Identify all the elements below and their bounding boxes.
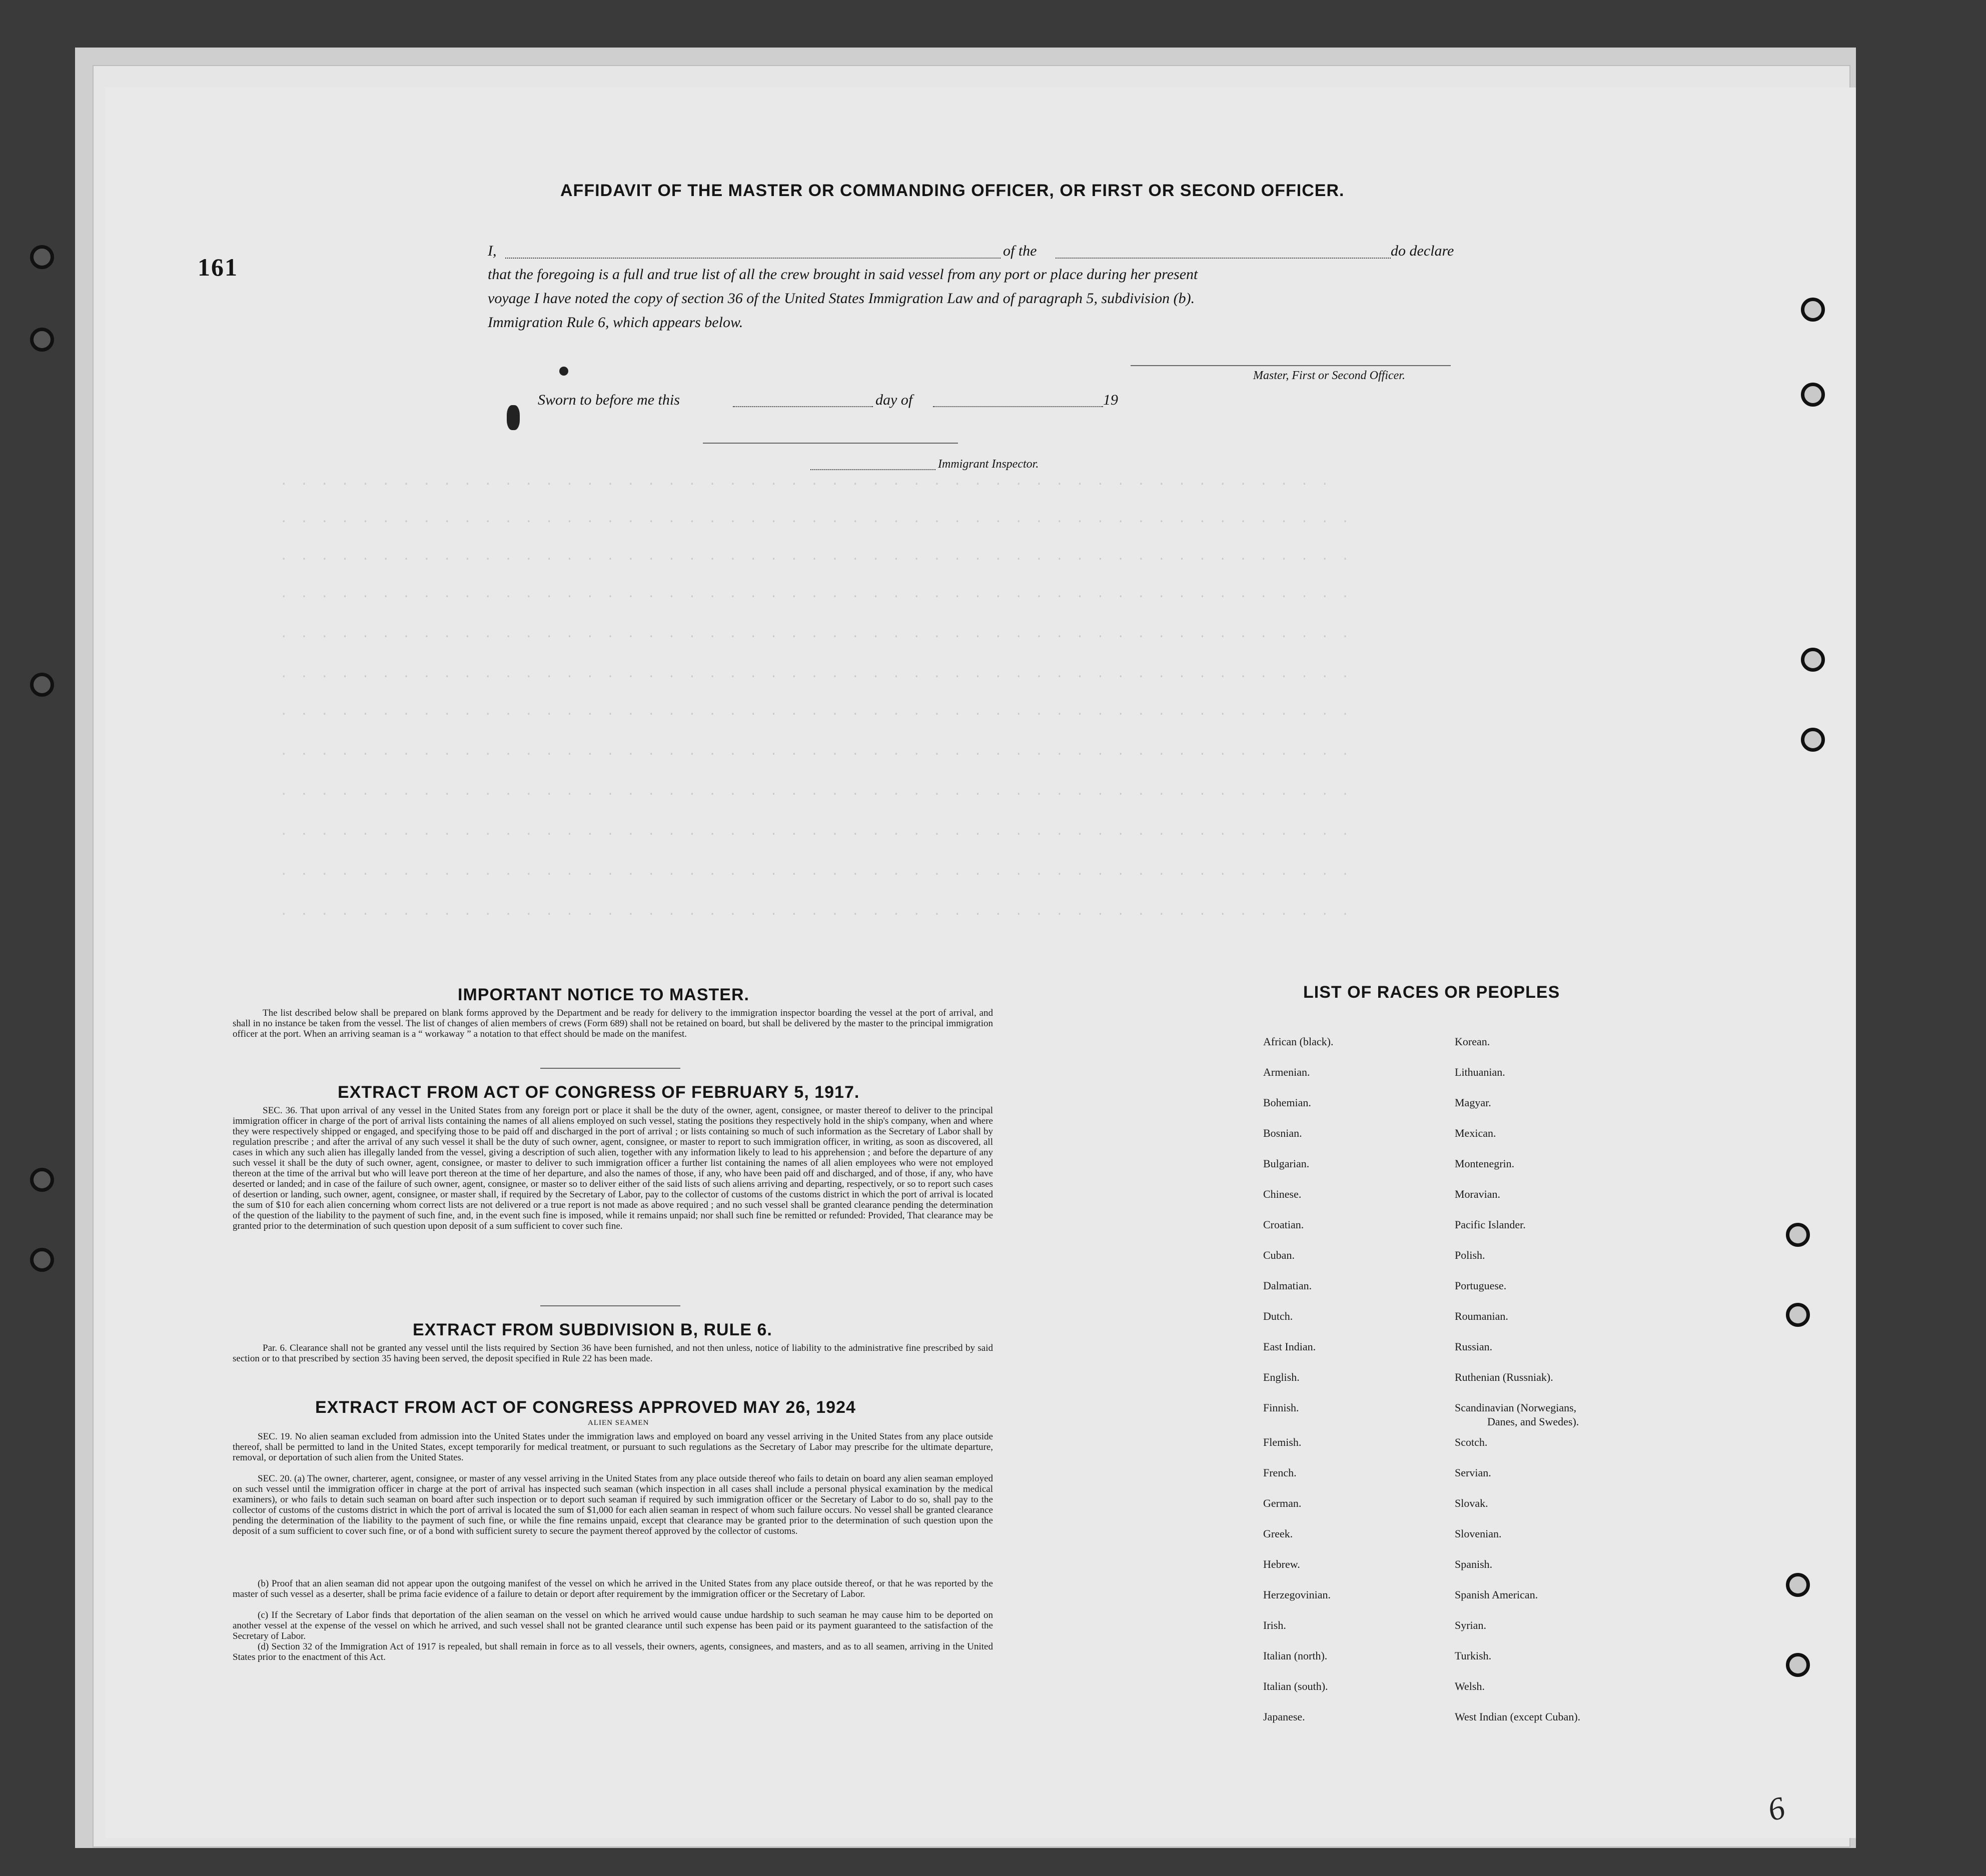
extract-1924-subtitle: ALIEN SEAMEN <box>588 1419 649 1427</box>
race-item: Servian. <box>1455 1466 1491 1479</box>
race-item: African (black). <box>1263 1035 1334 1048</box>
bleed-through-row: · · · · · · · · · · · · · · · · · · · · · · · · · · · · · · · · · · · · · · · · · · · · · · · · · · · · · <box>280 515 1352 529</box>
race-item: Finnish. <box>1263 1401 1299 1414</box>
race-item: Cuban. <box>1263 1249 1295 1261</box>
race-item: Korean. <box>1455 1035 1490 1048</box>
extract-1924-sec20c: (c) If the Secretary of Labor finds that deportation of the alien seaman on the vessel on which he arrived would cause undue hardship to such seaman he may cause him to be deported on another vessel at the expense of the vessel on which he arrived, and such vessel shall not be granted clearance until such expense has been paid or its payment guaranteed to the satisfaction of the Secretary of Labor. <box>233 1610 993 1641</box>
punch-hole-icon <box>1786 1573 1810 1597</box>
race-item: Slovak. <box>1455 1497 1488 1509</box>
punch-hole-icon <box>1801 728 1825 752</box>
extract-1917-body: SEC. 36. That upon arrival of any vessel in the United States from any foreign port or place it shall be the duty of the owner, agent, consignee, or master thereof to deliver to the principal immigration officer in charge of the port of arrival lists containing the names of all aliens employed on such vessel, stating the positions they respectively hold in the ship's company, when and where they were respectively shipped or engaged, and specifying those to be paid off and discharged in the port of arrival ; or lists containing so much of such information as the Secretary of Labor shall by regulation prescribe ; and after the arrival of any such vessel it shall be the duty of such owner, agent, consignee, or master to report to such immigration officer, in writing, as soon as discovered, all cases in which any such alien has illegally landed from the vessel, giving a description of such alien, together with any information likely to lead to his apprehension ; and before the departure of any such vessel it shall be the duty of such owner, agent, consignee, or master to deliver to such immigration officer a further list containing the names of all alien employees who were not employed thereon at the time of the arrival but who will leave port thereon at the time of her departure, and also the names of those, if any, who have been paid off and discharged, and of those, if any, who have deserted or landed; and in case of the failure of such owner, agent, consignee, or master so to deliver either of the said lists of such aliens arriving and departing, respectively, or so to report such cases of desertion or landing, such owner, agent, consignee, or master shall, if required by the Secretary of Labor, pay to the collector of customs of the customs district in which the port of arrival is located the sum of $10 for each alien concerning whom correct lists are not delivered or a true report is not made as above required ; and no such vessel shall be granted clearance pending the determination of the question of the liability to the payment of such fine, and, in the event such fine is imposed, while it remains unpaid; nor shall such fine be remitted or refunded: Provided, That clearance may be granted prior to the determination of such question upon deposit of a sum sufficient to cover such fine. <box>233 1105 993 1231</box>
races-title: LIST OF RACES OR PEOPLES <box>1303 983 1560 1002</box>
affidavit-line-3: voyage I have noted the copy of section 36 of the United States Immigration Law and of paragraph 5, subdivision (b). <box>488 290 1195 307</box>
vessel-name-blank <box>1056 258 1391 259</box>
race-item: Pacific Islander. <box>1455 1218 1526 1231</box>
race-item: Slovenian. <box>1455 1527 1502 1540</box>
race-item: Chinese. <box>1263 1188 1302 1200</box>
master-name-blank <box>505 258 1001 259</box>
race-item: Mexican. <box>1455 1127 1496 1139</box>
bleed-through-row: · · · · · · · · · · · · · · · · · · · · · · · · · · · · · · · · · · · · · · · · · · · · · · · · · · · · · <box>280 788 1352 801</box>
race-item: East Indian. <box>1263 1340 1316 1353</box>
race-item: Lithuanian. <box>1455 1066 1505 1078</box>
extract-1924-title: EXTRACT FROM ACT OF CONGRESS APPROVED MAY 26, 1924 <box>315 1398 856 1417</box>
race-item: West Indian (except Cuban). <box>1455 1710 1581 1723</box>
race-item: English. <box>1263 1371 1300 1383</box>
notice-title: IMPORTANT NOTICE TO MASTER. <box>458 985 749 1004</box>
punch-hole-icon <box>30 328 54 352</box>
inspector-signature-line <box>703 443 958 444</box>
race-item: Bulgarian. <box>1263 1157 1310 1170</box>
affidavit-title: AFFIDAVIT OF THE MASTER OR COMMANDING OFFICER, OR FIRST OR SECOND OFFICER. <box>560 181 1345 200</box>
punch-hole-icon <box>1801 648 1825 672</box>
race-item: Spanish American. <box>1455 1588 1538 1601</box>
race-item: Dalmatian. <box>1263 1279 1312 1292</box>
sworn-day-blank <box>733 406 873 407</box>
affidavit-line-2: that the foregoing is a full and true list of all the crew brought in said vessel from any port or place during her present <box>488 266 1198 283</box>
race-item: German. <box>1263 1497 1302 1509</box>
race-item: Ruthenian (Russniak). <box>1455 1371 1553 1383</box>
bleed-through-row: · · · · · · · · · · · · · · · · · · · · · · · · · · · · · · · · · · · · · · · · · · · · · · · · · · · · · <box>280 828 1352 841</box>
punch-hole-icon <box>30 1248 54 1272</box>
extract-1924-sec20b: (b) Proof that an alien seaman did not appear upon the outgoing manifest of the vessel on which he arrived in the United States from any place outside thereof, or that he was reported by the master of such vessel as a deserter, shall be prima facie evidence of a failure to detain or deport after requirement by the immigration officer or the Secretary of Labor. <box>233 1578 993 1599</box>
race-item: Polish. <box>1455 1249 1485 1261</box>
affidavit-declare-label: do declare <box>1391 243 1454 259</box>
ink-mark <box>507 405 520 430</box>
extract-1924-sec19: SEC. 19. No alien seaman excluded from admission into the United States under the immigration laws and employed on board any vessel arriving in the United States from any place outside thereof, shall be permitted to land in the United States, except temporarily for medical treatment, or pursuant to such regulations as the Secretary of Labor may prescribe for the ultimate departure, removal, or deportation of such alien from the United States. <box>233 1431 993 1463</box>
affidavit-of-the-label: of the <box>1003 243 1037 259</box>
race-item: Scandinavian (Norwegians, <box>1455 1401 1577 1414</box>
extract-rule6-body: Par. 6. Clearance shall not be granted any vessel until the lists required by Section 36 have been furnished, and not then unless, notice of liability to the administrative fine prescribed by said section or to that prescribed by section 35 having been served, the deposit specified in Rule 22 has been made. <box>233 1343 993 1364</box>
race-item: Russian. <box>1455 1340 1493 1353</box>
extract-rule6-title: EXTRACT FROM SUBDIVISION B, RULE 6. <box>413 1320 772 1339</box>
race-item: Italian (south). <box>1263 1680 1328 1692</box>
race-item: Magyar. <box>1455 1096 1491 1109</box>
race-item: Moravian. <box>1455 1188 1501 1200</box>
race-item: Montenegrin. <box>1455 1157 1515 1170</box>
race-item: Turkish. <box>1455 1649 1492 1662</box>
race-item: Dutch. <box>1263 1310 1293 1322</box>
race-item: Flemish. <box>1263 1436 1302 1448</box>
bleed-through-row: · · · · · · · · · · · · · · · · · · · · · · · · · · · · · · · · · · · · · · · · · · · · · · · · · · · · · <box>280 670 1352 684</box>
punch-hole-icon <box>1801 298 1825 322</box>
punch-hole-icon <box>1801 383 1825 407</box>
extract-1917-title: EXTRACT FROM ACT OF CONGRESS OF FEBRUARY 5, 1917. <box>338 1083 860 1102</box>
race-item: Welsh. <box>1455 1680 1485 1692</box>
sworn-year-label: 19 <box>1103 392 1118 408</box>
punch-hole-icon <box>1786 1303 1810 1327</box>
race-item: French. <box>1263 1466 1297 1479</box>
punch-hole-icon <box>30 245 54 269</box>
sworn-month-blank <box>933 406 1103 407</box>
notice-body: The list described below shall be prepared on blank forms approved by the Department and be ready for delivery to the immigration inspector boarding the vessel at the port of arrival, and shall in no instance be taken from the vessel. The list of changes of alien members of crews (Form 689) shall not be retained on board, but shall be delivered by the master to the principal immigration officer at the port. When an arriving seaman is a “ workaway ” a notation to that effect should be made on the manifest. <box>233 1008 993 1039</box>
race-item: Hebrew. <box>1263 1558 1300 1570</box>
affidavit-line-4: Immigration Rule 6, which appears below. <box>488 314 743 331</box>
extract-1924-sec20d: (d) Section 32 of the Immigration Act of 1917 is repealed, but shall remain in force as to all vessels, their owners, agents, consignees, and masters, and as to all seamen, arriving in the United States prior to the enactment of this Act. <box>233 1641 993 1662</box>
punch-hole-icon <box>1786 1653 1810 1677</box>
bleed-through-row: · · · · · · · · · · · · · · · · · · · · · · · · · · · · · · · · · · · · · · · · · · · · · · · · · · · · · <box>280 590 1352 604</box>
page-number-stamp: 161 <box>198 253 238 281</box>
bleed-through-row: · · · · · · · · · · · · · · · · · · · · · · · · · · · · · · · · · · · · · · · · · · · · · · · · · · · · · <box>280 868 1352 881</box>
document-sheet <box>105 88 1856 1838</box>
extract-1924-sec20a: SEC. 20. (a) The owner, charterer, agent, consignee, or master of any vessel arriving in the United States from any place outside thereof who fails to detain on board any alien seaman employed on such vessel until the immigration officer in charge at the port of arrival has inspected such seaman (which inspection in all cases shall include a personal physical examination by the medical examiners), or who fails to detain such seaman on board after such inspection or to deport such seaman if required by such immigration officer or the Secretary of Labor to do so, shall pay to the collector of customs of the customs district in which the port of arrival is located the sum of $1,000 for each alien seaman in respect of whom such failure occurs. No vessel shall be granted clearance pending the determination of the liability to the payment of such fine, or while the fine remains unpaid, except that clearance may be granted prior to the determination of such question upon the deposit of a sum sufficient to cover such fine, or of a bond with sufficient surety to secure the payment thereof approved by the collector of customs. <box>233 1473 993 1536</box>
race-item: Irish. <box>1263 1619 1286 1631</box>
bleed-through-row: · · · · · · · · · · · · · · · · · · · · · · · · · · · · · · · · · · · · · · · · · · · · · · · · · · · · · <box>280 908 1352 921</box>
punch-hole-icon <box>1786 1223 1810 1247</box>
master-signature-line <box>1131 365 1451 366</box>
bleed-through-row: · · · · · · · · · · · · · · · · · · · · · · · · · · · · · · · · · · · · · · · · · · · · · · · · · · · · · <box>280 553 1352 566</box>
race-item: Syrian. <box>1455 1619 1486 1631</box>
bleed-through-row: · · · · · · · · · · · · · · · · · · · · · · · · · · · · · · · · · · · · · · · · · · · · · · · · · · · · · <box>280 708 1352 721</box>
punch-hole-icon <box>30 1168 54 1192</box>
section-divider <box>540 1305 680 1306</box>
race-item-continuation: Danes, and Swedes). <box>1487 1415 1579 1428</box>
sworn-label: Sworn to before me this <box>538 392 680 408</box>
ink-mark <box>559 367 568 376</box>
corner-annotation: 6 <box>1764 1789 1789 1828</box>
inspector-dotted-line <box>810 469 935 470</box>
race-item: Scotch. <box>1455 1436 1488 1448</box>
race-item: Spanish. <box>1455 1558 1493 1570</box>
punch-hole-icon <box>30 673 54 697</box>
race-item: Portuguese. <box>1455 1279 1507 1292</box>
race-item: Herzegovinian. <box>1263 1588 1331 1601</box>
race-item: Bosnian. <box>1263 1127 1302 1139</box>
bleed-through-row: · · · · · · · · · · · · · · · · · · · · · · · · · · · · · · · · · · · · · · · · · · · · · · · · · · · · <box>280 478 1332 491</box>
race-item: Armenian. <box>1263 1066 1310 1078</box>
race-item: Greek. <box>1263 1527 1293 1540</box>
inspector-caption: Immigrant Inspector. <box>938 458 1039 471</box>
bleed-through-row: · · · · · · · · · · · · · · · · · · · · · · · · · · · · · · · · · · · · · · · · · · · · · · · · · · · · · <box>280 630 1352 644</box>
race-item: Roumanian. <box>1455 1310 1508 1322</box>
race-item: Japanese. <box>1263 1710 1305 1723</box>
affidavit-i-label: I, <box>488 243 497 259</box>
race-item: Italian (north). <box>1263 1649 1328 1662</box>
sworn-day-of-label: day of <box>875 392 913 408</box>
master-signature-caption: Master, First or Second Officer. <box>1253 369 1405 382</box>
section-divider <box>540 1068 680 1069</box>
race-item: Croatian. <box>1263 1218 1304 1231</box>
race-item: Bohemian. <box>1263 1096 1311 1109</box>
bleed-through-row: · · · · · · · · · · · · · · · · · · · · · · · · · · · · · · · · · · · · · · · · · · · · · · · · · · · · · <box>280 748 1352 761</box>
